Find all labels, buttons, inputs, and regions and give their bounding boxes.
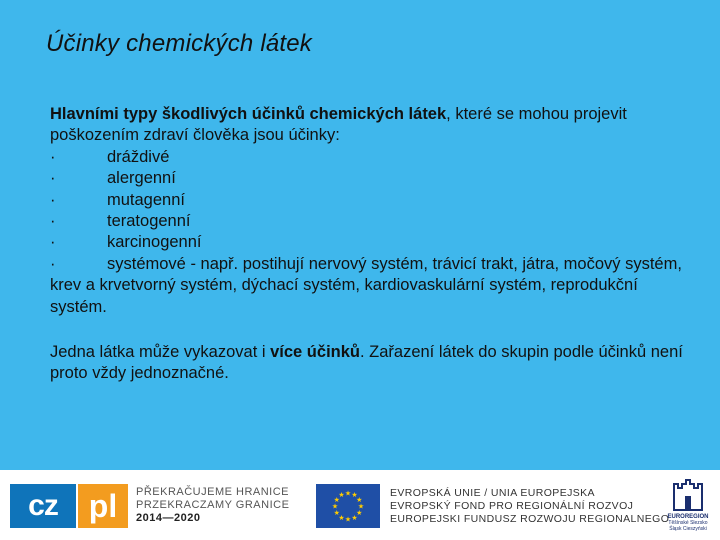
eu-star-icon: ★: [356, 497, 363, 504]
euroregion-logo: EUROREGION Těšínské Slezsko Śląsk Cieszyński: [660, 476, 716, 538]
slide-body: [50, 104, 690, 385]
eu-star-icon: ★: [333, 510, 340, 517]
conclusion-bold: více účinků: [270, 343, 360, 362]
eu-star-icon: ★: [338, 492, 345, 500]
list-item: · dráždivé: [50, 147, 690, 168]
list-item: · systémové - např. postihují nervový systém, trávicí trakt, játra, močový systém, krev a krvetvorný systém, dýchací systém, kardiovaskulární systém, reprodukční systém.: [50, 254, 682, 316]
list-item: · karcinogenní: [50, 232, 690, 253]
eu-star-icon: ★: [333, 497, 340, 504]
czpl-logo: cz pl: [10, 484, 128, 528]
eu-star-icon: ★: [357, 503, 365, 511]
list-item: · alergenní: [50, 168, 690, 189]
conclusion-paragraph: Jedna látka může vykazovat i více účinků. Zařazení látek do skupin podle účinků není proto vždy jednoznačné.: [50, 343, 683, 383]
bullet-icon: ·: [50, 169, 56, 188]
bullet-icon: ·: [50, 254, 56, 273]
program-text: PŘEKRAČUJEME HRANICE PRZEKRACZAMY GRANICE 2014—2020: [136, 486, 290, 524]
eu-flag-icon: [316, 484, 380, 528]
bullet-icon: ·: [50, 233, 56, 252]
castle-icon: [668, 476, 708, 512]
bullet-icon: ·: [50, 147, 56, 166]
intro-bold: Hlavními typy škodlivých účinků chemických látek: [50, 105, 447, 123]
bullet-icon: ·: [50, 190, 56, 209]
eu-text: EVROPSKÁ UNIE / UNIA EUROPEJSKA EVROPSKÝ FOND PRO REGIONÁLNÍ ROZVOJ EUROPEJSKI FUNDUSZ ROZWOJU REGIONALNEGO: [390, 487, 670, 525]
footer-logo-bar: [0, 470, 720, 540]
eu-star-icon: ★: [351, 514, 358, 522]
list-item: · mutagenní: [50, 190, 690, 211]
eu-star-icon: ★: [338, 514, 345, 522]
eu-star-icon: ★: [351, 492, 358, 500]
list-item: · teratogenní: [50, 211, 690, 232]
eu-star-icon: ★: [331, 503, 339, 511]
slide-title: Účinky chemických látek: [46, 30, 313, 57]
eu-star-icon: ★: [344, 516, 352, 524]
eu-star-icon: ★: [356, 510, 363, 517]
intro-rest: , které se mohou projevit poškozením zdraví člověka jsou účinky:: [50, 105, 627, 145]
bullet-icon: ·: [50, 212, 56, 231]
eu-star-icon: ★: [344, 490, 352, 498]
intro-paragraph: [50, 104, 690, 147]
